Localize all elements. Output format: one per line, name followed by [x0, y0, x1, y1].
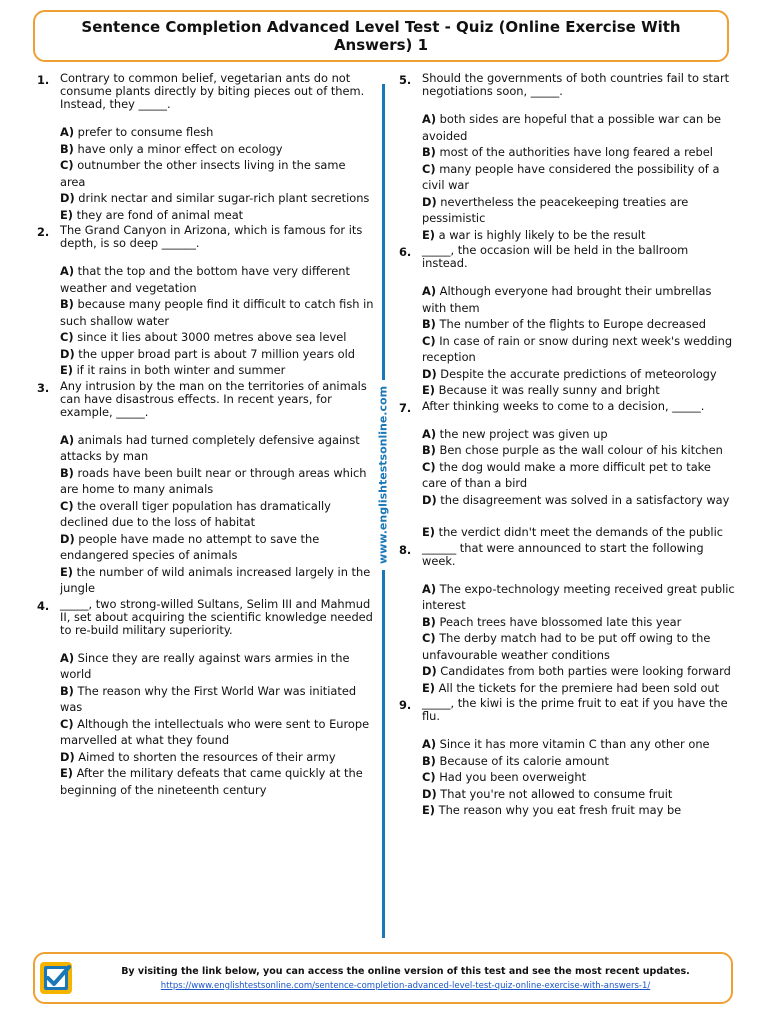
option-label: B): [60, 465, 74, 480]
question-text: ______ that were announced to start the following week.: [422, 540, 704, 568]
option-a: [422, 283, 737, 316]
option-label: D): [422, 492, 437, 507]
option-text: since it lies about 3000 metres above sea level: [77, 330, 347, 344]
option-text: the upper broad part is about 7 million years old: [78, 346, 356, 361]
option-c: [422, 333, 737, 366]
option-b: [60, 683, 374, 716]
option-label: A): [422, 284, 437, 298]
question-8: [395, 542, 737, 697]
option-d: [60, 346, 374, 363]
option-label: A): [60, 650, 75, 665]
question-number: 8.: [399, 542, 412, 557]
option-label: A): [422, 426, 437, 441]
option-d: [422, 492, 737, 509]
option-c: [422, 161, 737, 194]
option-b: [422, 442, 737, 459]
option-a: [422, 581, 737, 614]
option-text: Despite the accurate predictions of meteorology: [440, 366, 717, 381]
option-label: E): [422, 680, 435, 695]
option-label: C): [422, 333, 436, 348]
option-a: [60, 263, 374, 296]
question-number: 3.: [37, 380, 50, 395]
option-text: Because of its calorie amount: [439, 753, 609, 768]
option-text: animals had turned completely defensive against attacks by man: [60, 432, 360, 463]
option-text: Candidates from both parties were looking forward: [440, 664, 731, 678]
option-b: [60, 465, 374, 498]
question-text: _____, the occasion will be held in the ballroom instead.: [422, 243, 689, 270]
option-text: have only a minor effect on ecology: [77, 141, 283, 156]
question-5: [395, 72, 737, 243]
right-column: [395, 72, 737, 820]
option-text: The expo-technology meeting received great public interest: [422, 581, 735, 612]
option-e: [422, 524, 737, 541]
option-text: Aimed to shorten the resources of their army: [78, 749, 336, 764]
question-number: 2.: [37, 225, 50, 239]
option-label: B): [60, 297, 74, 311]
option-label: E): [422, 227, 435, 242]
option-label: D): [422, 194, 437, 209]
option-c: [422, 630, 737, 663]
checkbox-logo-icon: [39, 961, 73, 995]
question-text: _____, two strong-willed Sultans, Selim III and Mahmud II, set about acquiring the scientific knowledge needed to re-build military superiority.: [60, 596, 373, 637]
option-text: a war is highly likely to be the result: [438, 227, 646, 242]
option-c: [60, 157, 374, 190]
option-text: nevertheless the peacekeeping treaties are pessimistic: [422, 194, 689, 225]
option-label: A): [60, 264, 75, 278]
option-text: Although everyone had brought their umbrellas with them: [422, 284, 712, 315]
option-text: drink nectar and similar sugar-rich plant secretions: [78, 191, 370, 205]
option-text: that the top and the bottom have very different weather and vegetation: [60, 264, 350, 295]
option-b: [422, 614, 737, 631]
question-number: 9.: [399, 698, 412, 712]
option-label: D): [60, 191, 75, 205]
option-label: A): [60, 125, 75, 139]
question-3: [33, 380, 374, 597]
option-text: Since it has more vitamin C than any other one: [439, 737, 710, 751]
page-title: Sentence Completion Advanced Level Test - Quiz (Online Exercise With Answers) 1: [81, 18, 681, 54]
option-label: A): [422, 112, 437, 126]
question-4: [33, 598, 374, 799]
option-text: Because it was really sunny and bright: [438, 383, 660, 397]
option-text: both sides are hopeful that a possible war can be avoided: [422, 112, 722, 143]
option-label: D): [422, 786, 437, 801]
option-text: people have made no attempt to save the endangered species of animals: [60, 531, 320, 562]
option-a: [60, 432, 374, 465]
option-e: [422, 227, 737, 244]
option-text: The reason why the First World War was initiated was: [60, 683, 357, 714]
option-b: [422, 144, 737, 161]
option-text: outnumber the other insects living in the same area: [60, 158, 346, 189]
option-d: [60, 531, 374, 564]
option-label: A): [60, 432, 75, 447]
option-text: the disagreement was solved in a satisfactory way: [440, 492, 730, 507]
option-c: [60, 498, 374, 531]
option-d: [60, 190, 374, 207]
question-number: 5.: [399, 73, 412, 87]
option-label: D): [60, 749, 75, 764]
option-text: After the military defeats that came quickly at the beginning of the nineteenth century: [60, 766, 363, 797]
option-label: D): [60, 346, 75, 361]
option-c: [422, 459, 737, 492]
option-text: the dog would make a more difficult pet to take care of than a bird: [422, 459, 711, 490]
option-a: [422, 426, 737, 443]
option-e: [60, 362, 374, 379]
option-label: E): [60, 766, 73, 780]
option-label: C): [422, 459, 436, 474]
option-label: A): [422, 737, 437, 751]
footer-link[interactable]: https://www.englishtestsonline.com/sentence-completion-advanced-level-test-quiz-online-exercise-with-answers-1/: [160, 981, 651, 991]
option-label: B): [60, 683, 74, 698]
option-text: the verdict didn't meet the demands of the public: [438, 525, 723, 539]
option-c: [60, 716, 374, 749]
question-9: [395, 697, 737, 819]
option-text: most of the authorities have long feared a rebel: [439, 145, 713, 159]
footer-text: [90, 965, 721, 993]
option-e: [60, 564, 374, 597]
option-text: Ben chose purple as the wall colour of his kitchen: [439, 443, 723, 457]
question-6: [395, 244, 737, 399]
question-number: 4.: [37, 598, 50, 613]
option-label: B): [422, 443, 436, 457]
option-c: [60, 329, 374, 346]
question-text: Contrary to common belief, vegetarian ants do not consume plants directly by biting pieces out of them. Instead, they _____.: [60, 71, 365, 111]
option-label: C): [60, 498, 74, 513]
question-text: Should the governments of both countries fail to start negotiations soon, _____.: [422, 71, 730, 98]
option-text: The number of the flights to Europe decreased: [439, 317, 706, 331]
option-e: [422, 802, 737, 819]
option-text: The reason why you eat fresh fruit may be: [438, 803, 682, 817]
option-label: B): [422, 753, 436, 768]
footer-box: [33, 952, 733, 1004]
option-text: Although the intellectuals who were sent to Europe marvelled at what they found: [60, 716, 370, 747]
option-label: E): [60, 564, 73, 579]
option-label: E): [422, 803, 435, 817]
option-text: they are fond of animal meat: [76, 207, 244, 222]
option-text: In case of rain or snow during next week's wedding reception: [422, 333, 733, 364]
option-label: D): [422, 366, 437, 381]
option-text: prefer to consume flesh: [77, 125, 214, 139]
option-label: D): [422, 664, 437, 678]
question-2: [33, 224, 374, 379]
option-label: A): [422, 581, 437, 596]
option-label: C): [422, 631, 436, 645]
option-text: Since they are really against wars armies in the world: [60, 650, 350, 681]
option-e: [60, 765, 374, 798]
site-watermark: www.englishtestsonline.com: [377, 380, 390, 570]
option-label: C): [60, 158, 74, 172]
option-label: E): [422, 525, 435, 539]
option-b: [422, 753, 737, 770]
question-number: 7.: [399, 400, 412, 415]
option-label: E): [60, 363, 73, 377]
option-b: [422, 316, 737, 333]
option-text: if it rains in both winter and summer: [76, 363, 286, 377]
option-text: the new project was given up: [439, 426, 608, 441]
title-box: [33, 10, 729, 62]
question-number: 6.: [399, 245, 412, 259]
left-column: [33, 72, 374, 799]
option-d: [422, 663, 737, 680]
option-label: B): [422, 145, 436, 159]
option-label: B): [60, 141, 74, 156]
option-a: [60, 124, 374, 141]
footer-note: By visiting the link below, you can access the online version of this test and see the most recent updates.: [121, 966, 690, 977]
question-7: [395, 400, 737, 541]
option-d: [60, 749, 374, 766]
option-text: Had you been overweight: [439, 770, 587, 784]
spacer: [422, 508, 737, 524]
option-label: C): [60, 716, 74, 731]
option-text: The derby match had to be put off owing to the unfavourable weather conditions: [422, 631, 711, 662]
option-label: B): [422, 317, 436, 331]
question-text: The Grand Canyon in Arizona, which is famous for its depth, is so deep ______.: [60, 223, 363, 250]
option-label: E): [422, 383, 435, 397]
option-a: [422, 111, 737, 144]
question-text: Any intrusion by the man on the territories of animals can have disastrous effects. In recent years, for example, _____.: [60, 378, 367, 419]
option-text: many people have considered the possibility of a civil war: [422, 161, 720, 192]
option-text: the number of wild animals increased largely in the jungle: [60, 564, 371, 595]
option-text: All the tickets for the premiere had been sold out: [438, 680, 720, 695]
option-label: C): [60, 330, 74, 344]
option-a: [60, 650, 374, 683]
option-b: [60, 141, 374, 158]
option-text: roads have been built near or through areas which are home to many animals: [60, 465, 367, 496]
option-text: the overall tiger population has dramatically declined due to the loss of habitat: [60, 498, 331, 529]
option-d: [422, 786, 737, 803]
option-text: because many people find it difficult to catch fish in such shallow water: [60, 297, 374, 328]
option-label: D): [60, 531, 75, 546]
question-1: [33, 72, 374, 223]
option-text: That you're not allowed to consume fruit: [440, 786, 673, 801]
option-b: [60, 296, 374, 329]
question-text: _____, the kiwi is the prime fruit to eat if you have the flu.: [422, 696, 728, 723]
option-text: Peach trees have blossomed late this year: [439, 614, 682, 629]
option-d: [422, 366, 737, 383]
option-e: [60, 207, 374, 224]
option-label: B): [422, 614, 436, 629]
option-e: [422, 382, 737, 399]
option-label: C): [422, 770, 436, 784]
question-number: 1.: [37, 73, 50, 87]
option-d: [422, 194, 737, 227]
option-c: [422, 769, 737, 786]
option-label: E): [60, 207, 73, 222]
option-label: C): [422, 161, 436, 176]
option-e: [422, 680, 737, 697]
option-a: [422, 736, 737, 753]
question-text: After thinking weeks to come to a decision, _____.: [422, 398, 705, 413]
